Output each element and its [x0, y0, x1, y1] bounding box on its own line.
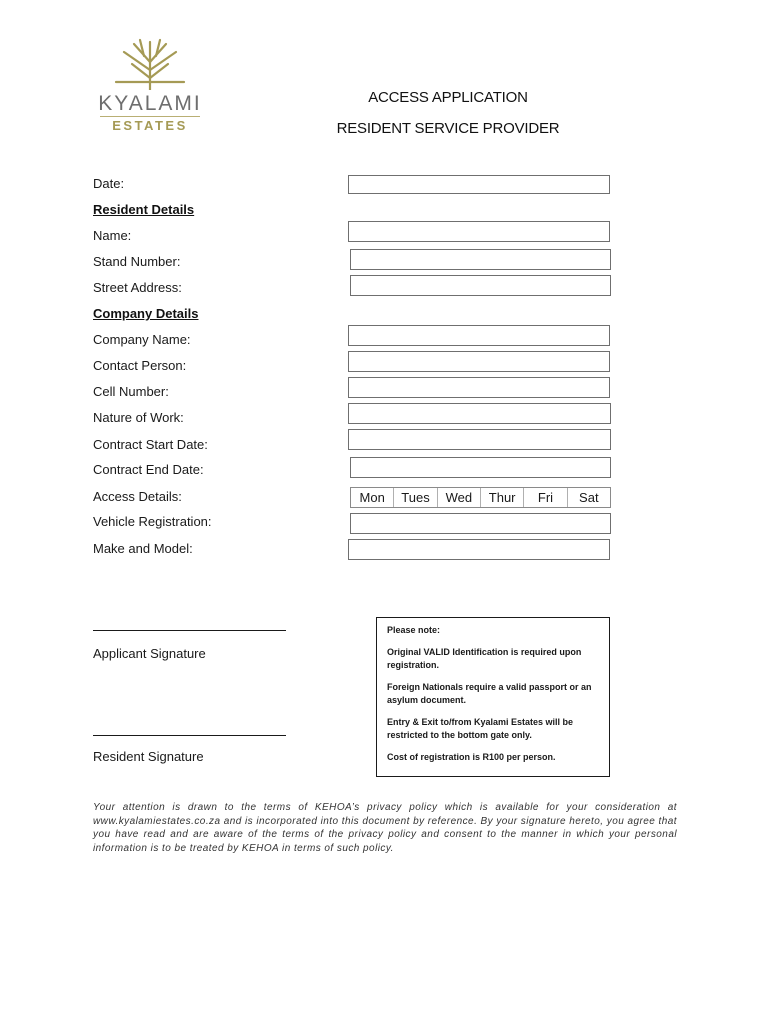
name-field[interactable] [348, 221, 610, 242]
logo-divider [100, 116, 200, 117]
resident-signature-line[interactable] [93, 735, 286, 736]
day-tues[interactable]: Tues [394, 488, 437, 507]
contact-person-field[interactable] [348, 351, 610, 372]
company-name-label: Company Name: [93, 332, 191, 347]
day-fri[interactable]: Fri [524, 488, 567, 507]
resident-signature-label: Resident Signature [93, 749, 204, 764]
company-details-heading: Company Details [93, 306, 199, 321]
day-sat[interactable]: Sat [579, 490, 599, 505]
logo-estates: ESTATES [112, 118, 188, 133]
note-item: Cost of registration is R100 per person. [387, 752, 556, 762]
note-heading: Please note: [387, 625, 441, 635]
contract-start-label: Contract Start Date: [93, 437, 208, 452]
contract-end-field[interactable] [350, 457, 611, 478]
contract-start-field[interactable] [348, 429, 611, 450]
note-item: Entry & Exit to/from Kyalami Estates will be restricted to the bottom gate only. [387, 717, 574, 740]
day-wed[interactable]: Wed [438, 488, 481, 507]
cell-number-field[interactable] [348, 377, 610, 398]
stand-number-field[interactable] [350, 249, 611, 270]
nature-of-work-label: Nature of Work: [93, 410, 184, 425]
page-subtitle: RESIDENT SERVICE PROVIDER [336, 120, 560, 137]
access-details-label: Access Details: [93, 489, 182, 504]
vehicle-registration-field[interactable] [350, 513, 611, 534]
logo-name: KYALAMI [98, 92, 202, 115]
make-model-label: Make and Model: [93, 541, 193, 556]
resident-details-heading: Resident Details [93, 202, 195, 217]
street-address-label: Street Address: [93, 280, 182, 295]
stand-number-label: Stand Number: [93, 254, 181, 269]
note-item: Foreign Nationals require a valid passport or an asylum document. [387, 682, 592, 705]
date-field[interactable] [348, 175, 610, 194]
street-address-field[interactable] [350, 275, 611, 296]
applicant-signature-line[interactable] [93, 630, 286, 631]
contact-person-label: Contact Person: [93, 358, 187, 373]
privacy-notice: Your attention is drawn to the terms of KEHOA’s privacy policy which is available for your consideration at www.kyalamiestates.co.za and is incorporated into this document by reference. By your signature hereto, you agree that you have read and are aware of the terms of the privacy policy and consent to the manner in which your personal information is to be treated by KEHOA in terms of such policy. [93, 802, 677, 854]
access-days [350, 487, 611, 508]
nature-of-work-field[interactable] [348, 403, 611, 424]
contract-end-label: Contract End Date: [93, 462, 204, 477]
day-mon[interactable]: Mon [351, 488, 394, 507]
name-label: Name: [93, 228, 132, 243]
day-thur[interactable]: Thur [481, 488, 524, 507]
make-model-field[interactable] [348, 539, 610, 560]
page-title: ACCESS APPLICATION [368, 89, 528, 106]
cell-number-label: Cell Number: [93, 384, 169, 399]
note-item: Original VALID Identification is required upon registration. [387, 647, 582, 670]
company-name-field[interactable] [348, 325, 610, 346]
tree-logo-icon [110, 38, 190, 90]
applicant-signature-label: Applicant Signature [93, 646, 206, 661]
please-note-box [376, 617, 610, 777]
vehicle-registration-label: Vehicle Registration: [93, 514, 212, 529]
date-label: Date: [93, 176, 125, 191]
